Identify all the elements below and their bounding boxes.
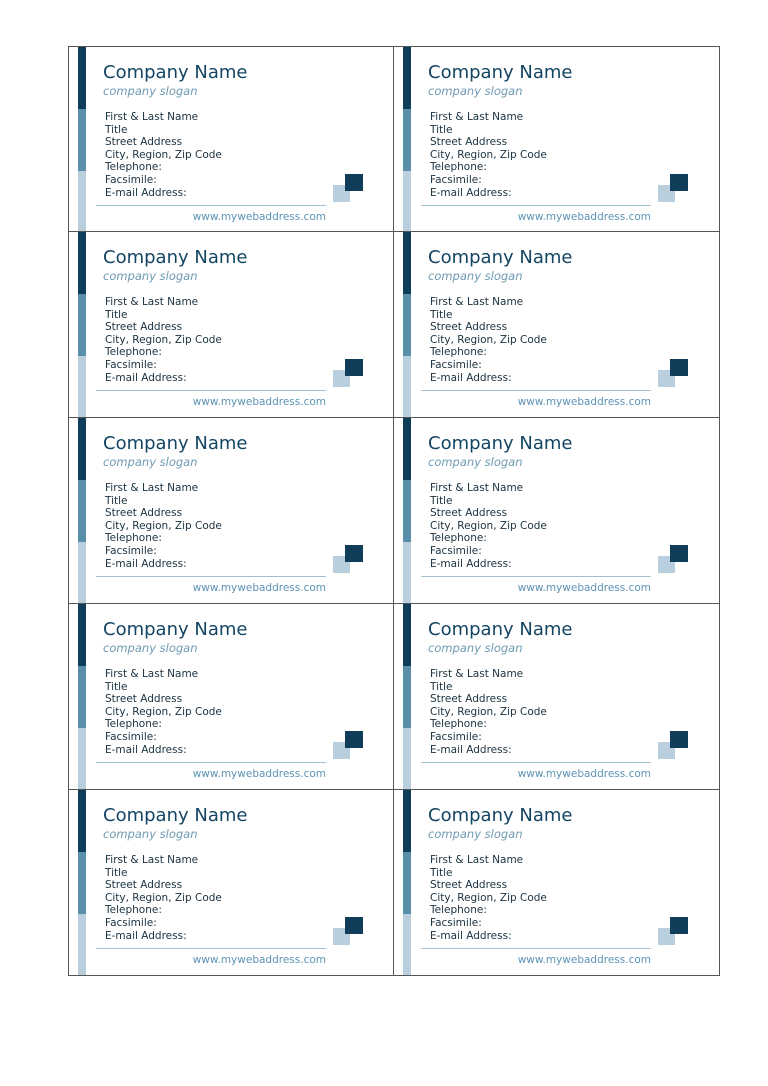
contact-facsimile: Facsimile: — [105, 916, 157, 929]
business-card — [394, 46, 720, 232]
contact-street-address: Street Address — [105, 321, 183, 334]
contact-name: First & Last Name — [105, 111, 199, 123]
contact-street-address: Street Address — [105, 507, 183, 520]
accent-bar-medium — [78, 666, 86, 728]
contact-facsimile: Facsimile: — [105, 173, 157, 186]
contact-street-address: Street Address — [430, 879, 508, 892]
contact-street-address: Street Address — [430, 321, 508, 334]
accent-bar-medium — [403, 480, 411, 542]
accent-bar-dark — [78, 47, 86, 109]
logo-square-dark — [345, 917, 363, 934]
card-divider — [421, 762, 651, 763]
contact-telephone: Telephone: — [430, 346, 487, 359]
logo-square-dark — [345, 359, 363, 376]
contact-email: E-mail Address: — [105, 743, 187, 756]
contact-name: First & Last Name — [430, 668, 524, 680]
business-card — [394, 790, 720, 976]
contact-telephone: Telephone: — [105, 718, 162, 731]
contact-name: First & Last Name — [105, 482, 199, 494]
accent-bar-dark — [403, 232, 411, 294]
contact-email: E-mail Address: — [430, 929, 512, 942]
overlapping-squares-icon — [658, 174, 689, 204]
business-card — [394, 418, 720, 604]
contact-city-region-zip: City, Region, Zip Code — [430, 891, 547, 904]
contact-title: Title — [105, 494, 128, 507]
accent-bar-medium — [78, 480, 86, 542]
web-address: www.mywebaddress.com — [517, 582, 651, 594]
accent-bar-medium — [403, 852, 411, 914]
accent-bar-dark — [403, 604, 411, 666]
contact-name: First & Last Name — [430, 482, 524, 494]
contact-title: Title — [430, 308, 453, 321]
contact-city-region-zip: City, Region, Zip Code — [105, 891, 222, 904]
company-slogan: company slogan — [103, 269, 198, 283]
contact-details — [105, 296, 222, 384]
contact-email: E-mail Address: — [105, 186, 187, 199]
accent-bar-dark — [403, 418, 411, 480]
contact-telephone: Telephone: — [105, 532, 162, 545]
accent-bar-medium — [78, 109, 86, 171]
card-divider — [96, 762, 326, 763]
contact-title: Title — [430, 866, 453, 879]
accent-bar-light — [403, 542, 411, 604]
contact-email: E-mail Address: — [105, 929, 187, 942]
web-address: www.mywebaddress.com — [517, 768, 651, 780]
logo-square-dark — [670, 545, 688, 562]
contact-facsimile: Facsimile: — [105, 544, 157, 557]
contact-email: E-mail Address: — [430, 557, 512, 570]
contact-title: Title — [430, 494, 453, 507]
overlapping-squares-icon — [333, 359, 364, 389]
business-card — [68, 604, 394, 790]
accent-bar-dark — [78, 604, 86, 666]
card-divider — [96, 576, 326, 577]
contact-facsimile: Facsimile: — [430, 173, 482, 186]
company-slogan: company slogan — [428, 84, 523, 98]
contact-name: First & Last Name — [105, 854, 199, 866]
contact-street-address: Street Address — [430, 507, 508, 520]
accent-bar-light — [403, 171, 411, 232]
contact-city-region-zip: City, Region, Zip Code — [105, 148, 222, 161]
contact-email: E-mail Address: — [105, 371, 187, 384]
overlapping-squares-icon — [333, 174, 364, 204]
contact-telephone: Telephone: — [105, 904, 162, 917]
company-name: Company Name — [428, 247, 573, 268]
overlapping-squares-icon — [658, 545, 689, 575]
accent-bar-light — [403, 356, 411, 418]
contact-email: E-mail Address: — [430, 743, 512, 756]
overlapping-squares-icon — [658, 359, 689, 389]
contact-name: First & Last Name — [430, 111, 524, 123]
contact-email: E-mail Address: — [430, 371, 512, 384]
contact-facsimile: Facsimile: — [430, 916, 482, 929]
accent-bar-light — [403, 914, 411, 976]
card-divider — [421, 576, 651, 577]
accent-bar-dark — [403, 790, 411, 852]
overlapping-squares-icon — [658, 731, 689, 761]
contact-name: First & Last Name — [430, 296, 524, 308]
contact-street-address: Street Address — [430, 693, 508, 706]
web-address: www.mywebaddress.com — [517, 954, 651, 966]
contact-city-region-zip: City, Region, Zip Code — [430, 705, 547, 718]
logo-square-dark — [345, 174, 363, 191]
contact-title: Title — [105, 308, 128, 321]
company-slogan: company slogan — [428, 827, 523, 841]
company-name: Company Name — [428, 805, 573, 826]
card-divider — [421, 948, 651, 949]
web-address: www.mywebaddress.com — [192, 396, 326, 408]
web-address: www.mywebaddress.com — [192, 211, 326, 223]
contact-city-region-zip: City, Region, Zip Code — [105, 333, 222, 346]
logo-square-dark — [670, 731, 688, 748]
company-slogan: company slogan — [103, 827, 198, 841]
company-slogan: company slogan — [428, 269, 523, 283]
contact-details — [430, 854, 547, 942]
overlapping-squares-icon — [333, 917, 364, 947]
contact-details — [430, 296, 547, 384]
company-slogan: company slogan — [103, 455, 198, 469]
contact-telephone: Telephone: — [105, 346, 162, 359]
card-divider — [421, 390, 651, 391]
card-divider — [96, 205, 326, 206]
company-slogan: company slogan — [428, 641, 523, 655]
business-card — [68, 418, 394, 604]
contact-street-address: Street Address — [105, 693, 183, 706]
contact-details — [105, 482, 222, 570]
business-card — [394, 232, 720, 418]
accent-bar-light — [78, 542, 86, 604]
accent-bar-light — [78, 356, 86, 418]
contact-facsimile: Facsimile: — [105, 358, 157, 371]
contact-telephone: Telephone: — [430, 718, 487, 731]
business-card — [394, 604, 720, 790]
web-address: www.mywebaddress.com — [192, 582, 326, 594]
company-slogan: company slogan — [103, 84, 198, 98]
business-card — [68, 232, 394, 418]
contact-facsimile: Facsimile: — [430, 358, 482, 371]
company-name: Company Name — [103, 805, 248, 826]
card-divider — [96, 390, 326, 391]
contact-name: First & Last Name — [105, 668, 199, 680]
contact-city-region-zip: City, Region, Zip Code — [105, 705, 222, 718]
contact-facsimile: Facsimile: — [105, 730, 157, 743]
contact-street-address: Street Address — [105, 879, 183, 892]
contact-details — [105, 668, 222, 756]
card-divider — [96, 948, 326, 949]
web-address: www.mywebaddress.com — [517, 211, 651, 223]
contact-title: Title — [105, 866, 128, 879]
overlapping-squares-icon — [333, 731, 364, 761]
contact-city-region-zip: City, Region, Zip Code — [105, 519, 222, 532]
accent-bar-dark — [78, 418, 86, 480]
contact-city-region-zip: City, Region, Zip Code — [430, 148, 547, 161]
contact-facsimile: Facsimile: — [430, 544, 482, 557]
contact-details — [105, 111, 222, 199]
company-name: Company Name — [103, 62, 248, 83]
accent-bar-dark — [78, 790, 86, 852]
company-name: Company Name — [103, 433, 248, 454]
business-card — [68, 46, 394, 232]
web-address: www.mywebaddress.com — [192, 768, 326, 780]
company-name: Company Name — [428, 433, 573, 454]
contact-telephone: Telephone: — [430, 904, 487, 917]
accent-bar-light — [403, 728, 411, 790]
logo-square-dark — [670, 359, 688, 376]
company-slogan: company slogan — [428, 455, 523, 469]
contact-title: Title — [105, 123, 128, 136]
overlapping-squares-icon — [658, 917, 689, 947]
contact-name: First & Last Name — [430, 854, 524, 866]
contact-telephone: Telephone: — [430, 161, 487, 174]
business-card-sheet — [68, 46, 720, 976]
contact-city-region-zip: City, Region, Zip Code — [430, 519, 547, 532]
contact-street-address: Street Address — [430, 136, 508, 149]
overlapping-squares-icon — [333, 545, 364, 575]
contact-email: E-mail Address: — [430, 186, 512, 199]
company-slogan: company slogan — [103, 641, 198, 655]
accent-bar-light — [78, 914, 86, 976]
contact-details — [430, 111, 547, 199]
logo-square-dark — [345, 545, 363, 562]
contact-name: First & Last Name — [105, 296, 199, 308]
accent-bar-dark — [403, 47, 411, 109]
contact-title: Title — [430, 123, 453, 136]
contact-city-region-zip: City, Region, Zip Code — [430, 333, 547, 346]
contact-street-address: Street Address — [105, 136, 183, 149]
logo-square-dark — [345, 731, 363, 748]
accent-bar-medium — [403, 294, 411, 356]
contact-telephone: Telephone: — [105, 161, 162, 174]
contact-telephone: Telephone: — [430, 532, 487, 545]
accent-bar-dark — [78, 232, 86, 294]
company-name: Company Name — [428, 619, 573, 640]
company-name: Company Name — [428, 62, 573, 83]
web-address: www.mywebaddress.com — [517, 396, 651, 408]
accent-bar-medium — [78, 294, 86, 356]
contact-title: Title — [430, 680, 453, 693]
card-divider — [421, 205, 651, 206]
contact-details — [430, 668, 547, 756]
logo-square-dark — [670, 174, 688, 191]
company-name: Company Name — [103, 619, 248, 640]
accent-bar-medium — [403, 109, 411, 171]
contact-facsimile: Facsimile: — [430, 730, 482, 743]
contact-details — [105, 854, 222, 942]
accent-bar-medium — [403, 666, 411, 728]
accent-bar-medium — [78, 852, 86, 914]
contact-title: Title — [105, 680, 128, 693]
web-address: www.mywebaddress.com — [192, 954, 326, 966]
accent-bar-light — [78, 171, 86, 232]
business-card — [68, 790, 394, 976]
accent-bar-light — [78, 728, 86, 790]
contact-email: E-mail Address: — [105, 557, 187, 570]
company-name: Company Name — [103, 247, 248, 268]
logo-square-dark — [670, 917, 688, 934]
contact-details — [430, 482, 547, 570]
